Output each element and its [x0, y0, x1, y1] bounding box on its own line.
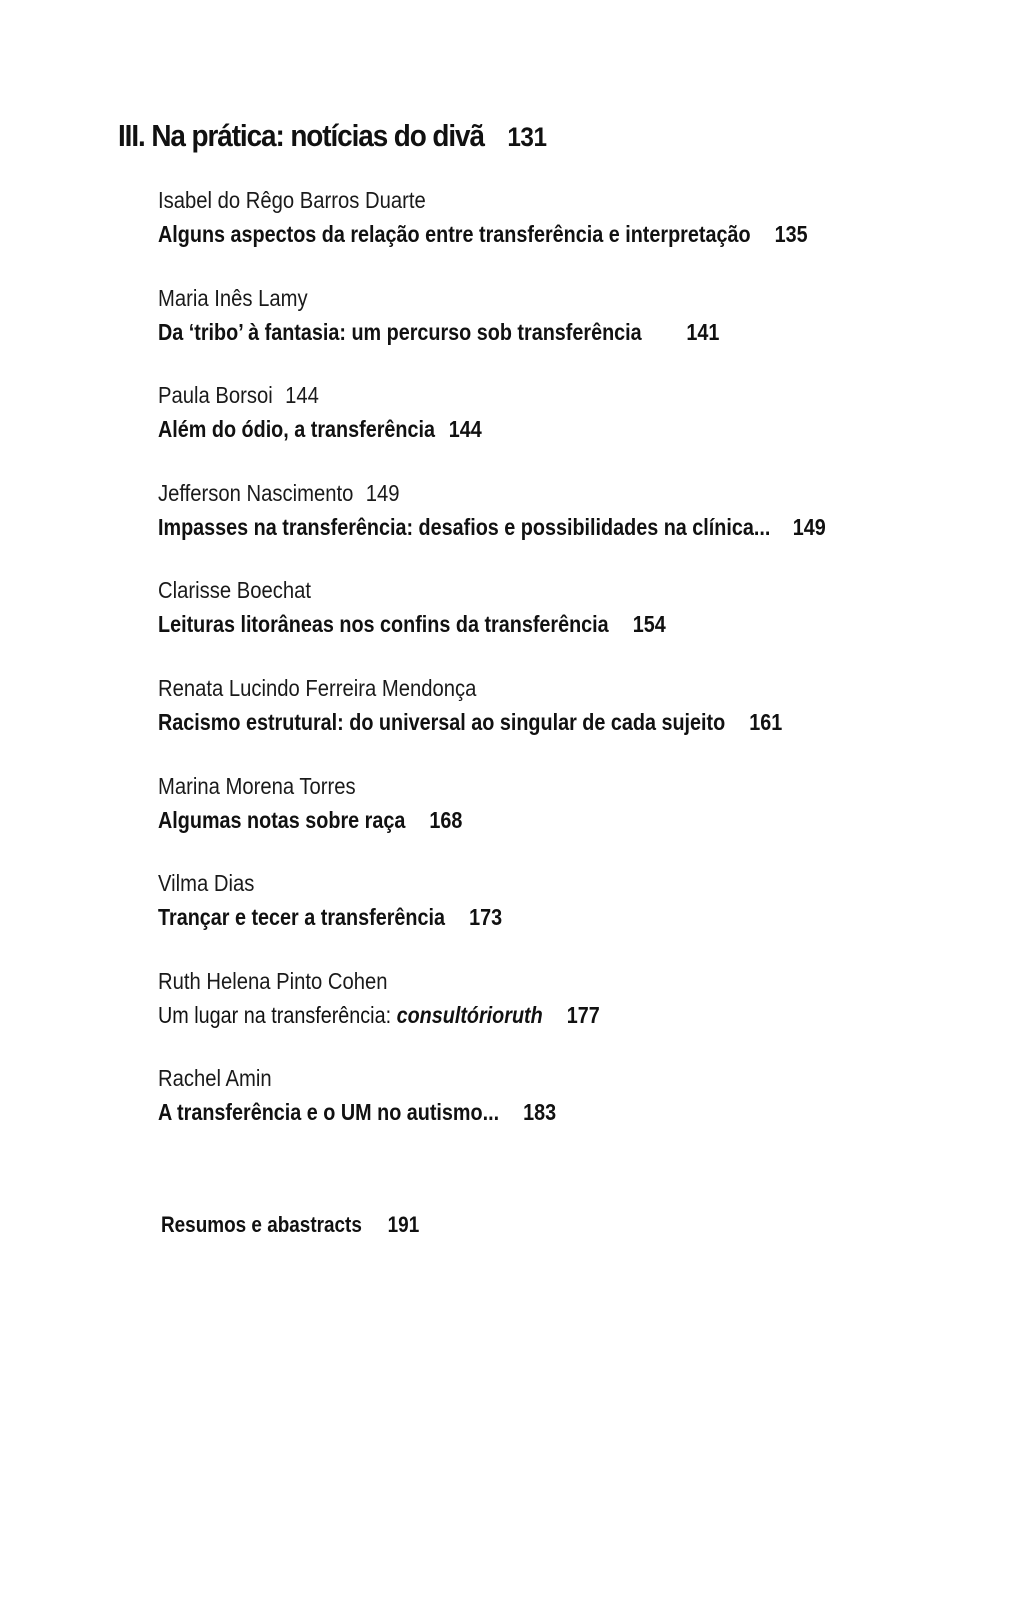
toc-entry — [158, 672, 958, 770]
entry-page-number: 141 — [686, 318, 720, 345]
section-heading — [118, 118, 547, 154]
entry-author: Maria Inês Lamy — [158, 284, 308, 311]
entry-page-number: 154 — [632, 611, 666, 638]
toc-entry — [158, 184, 958, 282]
toc-entry — [158, 379, 958, 477]
entry-title[interactable]: Trançar e tecer a transferência 173 — [158, 904, 503, 931]
entry-author: Ruth Helena Pinto Cohen — [158, 967, 388, 994]
entry-title[interactable]: Alguns aspectos da relação entre transferência e interpretação 135 — [158, 221, 808, 247]
entry-title[interactable]: Da ‘tribo’ à fantasia: um percurso sob transferência 141 — [158, 318, 720, 345]
toc-entry — [158, 867, 958, 965]
entry-title[interactable]: Algumas notas sobre raça 168 — [158, 806, 463, 833]
toc-entry — [158, 770, 958, 868]
resumos-title: Resumos e abastracts — [161, 1212, 362, 1237]
entry-title[interactable]: Além do ódio, a transferência 144 — [158, 416, 482, 443]
entry-author: Paula Borsoi 144 — [158, 382, 319, 409]
entry-author: Rachel Amin — [158, 1065, 272, 1092]
resumos-entry[interactable] — [161, 1212, 419, 1238]
entry-author: Isabel do Rêgo Barros Duarte — [158, 187, 426, 213]
toc-entries — [158, 184, 958, 1160]
toc-entry — [158, 1062, 958, 1160]
entry-page-number: 135 — [774, 221, 808, 247]
entry-author: Jefferson Nascimento 149 — [158, 479, 400, 506]
entry-page-number: 149 — [792, 513, 826, 540]
entry-title[interactable]: Impasses na transferência: desafios e possibilidades na clínica... 149 — [158, 513, 826, 540]
resumos-page-number: 191 — [387, 1212, 420, 1237]
author-page-number: 144 — [285, 382, 319, 409]
entry-page-number: 177 — [566, 1001, 600, 1028]
entry-page-number: 144 — [448, 416, 482, 443]
toc-entry — [158, 477, 958, 575]
section-page-number: 131 — [507, 122, 547, 152]
entry-title[interactable]: Racismo estrutural: do universal ao singular de cada sujeito 161 — [158, 708, 783, 735]
toc-entry — [158, 282, 958, 380]
entry-title[interactable]: Um lugar na transferência: consultórioruth 177 — [158, 1001, 600, 1028]
section-title: III. Na prática: notícias do divã — [118, 118, 484, 153]
toc-entry — [158, 965, 958, 1063]
entry-page-number: 161 — [749, 708, 783, 735]
entry-title[interactable]: Leituras litorâneas nos confins da transferência 154 — [158, 611, 666, 638]
toc-entry — [158, 574, 958, 672]
entry-author: Vilma Dias — [158, 870, 255, 897]
entry-page-number: 183 — [523, 1099, 557, 1126]
entry-page-number: 173 — [469, 904, 503, 931]
entry-title-italic: consultórioruth — [396, 1001, 543, 1028]
author-page-number: 149 — [365, 479, 400, 506]
entry-author: Clarisse Boechat — [158, 577, 311, 604]
entry-title[interactable]: A transferência e o UM no autismo... 183 — [158, 1099, 557, 1126]
entry-author: Renata Lucindo Ferreira Mendonça — [158, 674, 477, 701]
entry-author: Marina Morena Torres — [158, 772, 356, 799]
entry-page-number: 168 — [429, 806, 463, 833]
